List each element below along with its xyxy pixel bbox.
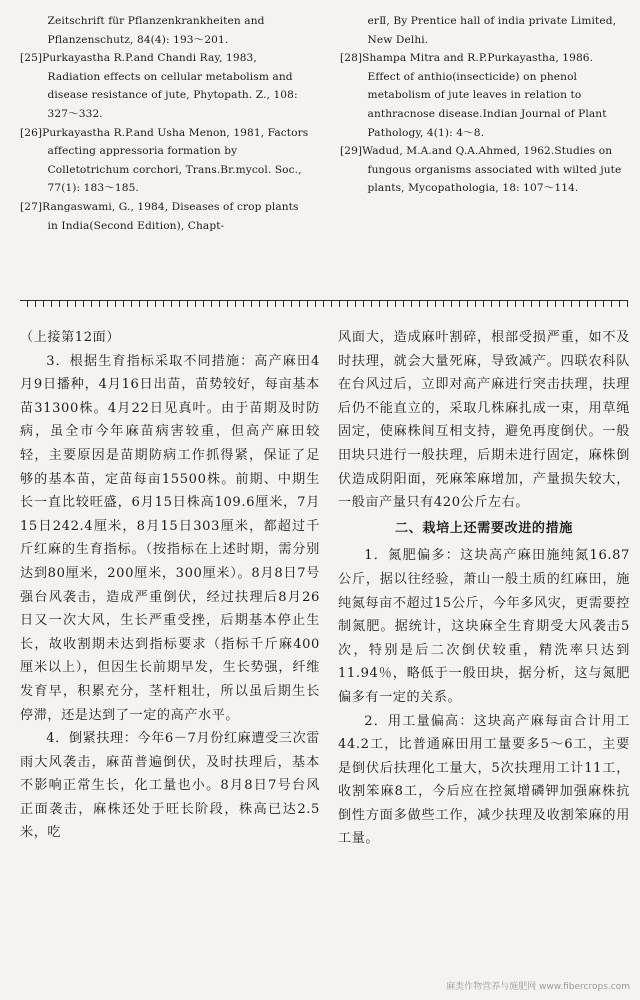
article-left-column bbox=[20, 326, 320, 845]
reference-entry: [27]Rangaswami, G., 1984, Diseases of crop plants in India(Second Edition), Chapt- bbox=[20, 200, 299, 232]
reference-entry: [28]Shampa Mitra and R.P.Purkayastha, 1986. Effect of anthio(insecticide) on phenol metabolism of jute leaves in relation to anthracnose disease.Indian Journal of Plant Pathology, 4(1): 4～8. bbox=[340, 52, 607, 139]
body-paragraph: 3．根据生育指标采取不同措施：高产麻田4月9日播种，4月16日出苗，苗势较好，每亩基本苗31300株。4月22日见真叶。由于苗期及时防病，虽全市今年麻苗病害较重，但高产麻田较轻，主要原因是苗期防病工作抓得紧，保证了足够的基本苗，定苗每亩15500株。前期、中期生长一直比较旺盛，6月15日株高109.6厘米，7月15日242.4厘米，8月15日303厘米，都超过千斤红麻的生育指标。（按指标在上述时期，需分别达到80厘米，200厘米，300厘米）。8月8日7号强台风袭击，造成严重倒伏，经过扶理后8月26日又一次大风，生长严重受挫，后期基本停止生长，故收割期未达到指标要求（指标千斤麻400厘米以上），但因生长前期早发，生长势强，纤维发育早，积累充分，茎杆粗壮，所以虽后期生长停滞，还是达到了一定的高产水平。 bbox=[20, 353, 320, 723]
body-paragraph: （上接第12面） bbox=[20, 330, 121, 345]
body-paragraph: 1．氮肥偏多：这块高产麻田施纯氮16.87公斤，据以往经验，萧山一般土质的红麻田，施纯氮每亩不超过15公斤，今年多风灾，更需要控制氮肥。据统计，这块麻全生育期受大风袭击5次，特别是后二次倒伏较重，精洗率只达到11.94％，略低于一般田块，据分析，这与氮肥偏多有一定的关系。 bbox=[338, 548, 630, 705]
body-paragraph: 风面大，造成麻叶割碎，根部受损严重，如不及时扶理，就会大量死麻，导致减产。四联农科队在台风过后，立即对高产麻进行突击扶理，扶理后仍不能直立的，采取几株麻扎成一束，用草绳固定，使麻株间互相支持，避免再度倒伏。一般田块只进行一般扶理，后期未进行固定，麻株倒伏造成阴阳面，死麻笨麻增加，产量损失较大，一般亩产量只有420公斤左右。 bbox=[338, 330, 630, 511]
section-heading: 二、栽培上还需要改进的措施 bbox=[394, 520, 574, 536]
reference-entry: [26]Purkayastha R.P.and Usha Menon, 1981, Factors affecting appressoria formation by Colletotrichum corchori, Trans.Br.mycol. Soc., 77(1): 183～185. bbox=[20, 126, 309, 195]
reference-entry: Zeitschrift für Pflanzenkrankheiten and Pflanzenschutz, 84(4): 193～201. bbox=[47, 15, 265, 46]
section-divider bbox=[20, 300, 628, 307]
body-paragraph: 4．倒紧扶理：今年6－7月份红麻遭受三次雷雨大风袭击，麻苗普遍倒伏，及时扶理后，基本不影响正常生长，化工量也小。8月8日7号台风正面袭击，麻株还处于旺长阶段，株高已达2.5米，吃 bbox=[20, 731, 320, 841]
body-paragraph: 2．用工量偏高：这块高产麻每亩合计用工44.2工，比普通麻田用工量要多5～6工，主要是倒伏后扶理化工量大，5次扶理用工计11工，收割笨麻8工，今后应在控氮增磷钾加强麻株抗倒性方面多做些工作，减少扶理及收割笨麻的用工量。 bbox=[338, 713, 630, 847]
reference-entry: [25]Purkayastha R.P.and Chandi Ray, 1983, Radiation effects on cellular metabolism and disease resistance of jute, Phytopath. Z., 108: 327～332. bbox=[20, 52, 298, 120]
reference-entry: [29]Wadud, M.A.and Q.A.Ahmed, 1962.Studies on fungous organisms associated with wilted jute plants, Mycopathologia, 18: 107～114. bbox=[340, 145, 622, 195]
article-right-column bbox=[338, 326, 630, 851]
site-watermark: 麻类作物营养与施肥网 www.fibercrops.com bbox=[446, 982, 630, 992]
references-left-column bbox=[20, 12, 312, 235]
references-right-column bbox=[340, 12, 624, 198]
reference-entry: erⅡ, By Prentice hall of india private Limited, New Delhi. bbox=[367, 15, 617, 46]
